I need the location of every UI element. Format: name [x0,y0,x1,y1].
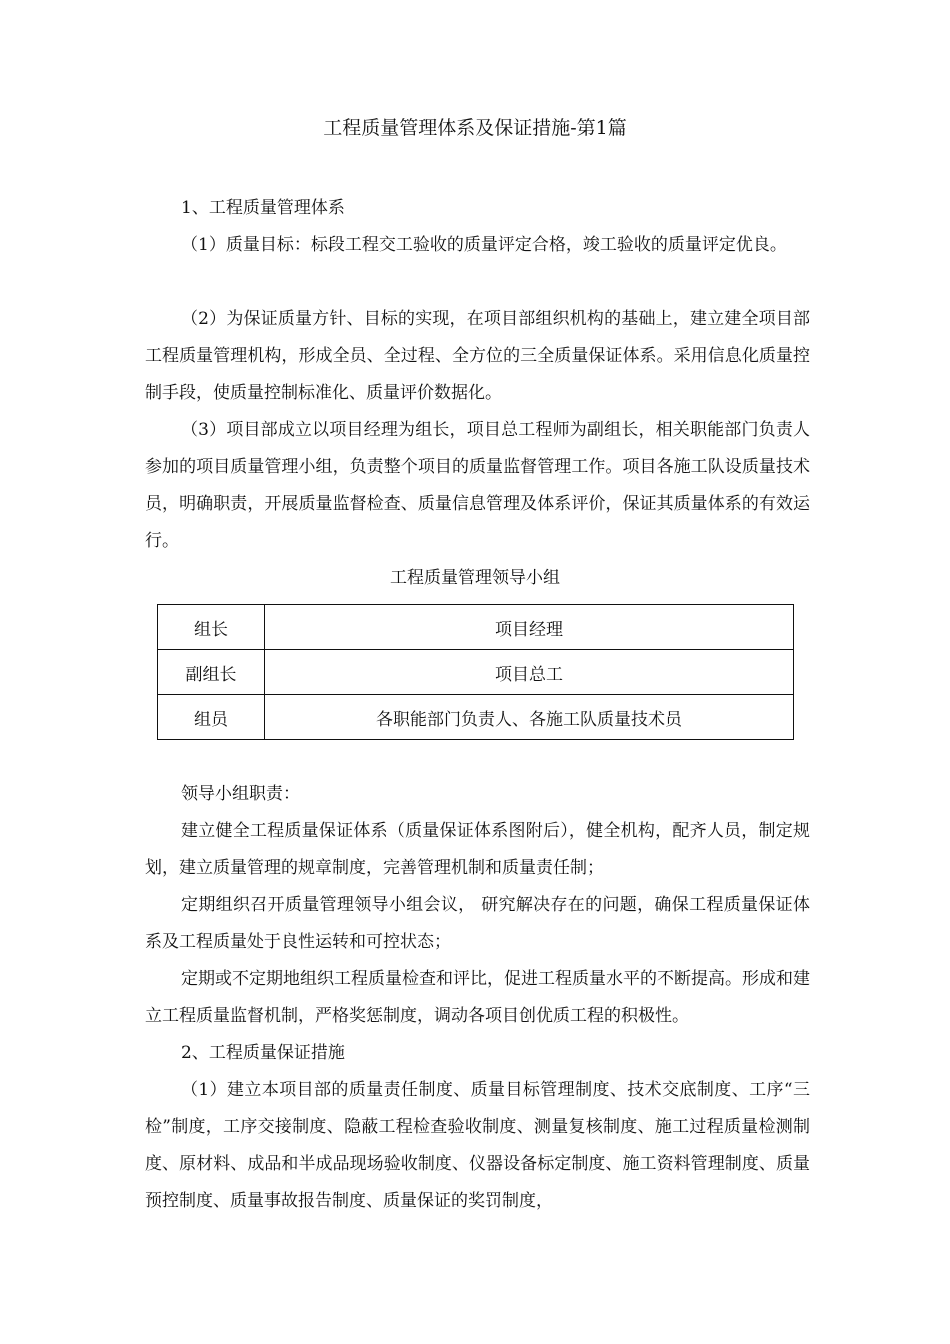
table-caption: 工程质量管理领导小组 [390,568,560,588]
role-cell: 副组长 [158,650,265,695]
table-row [158,695,794,740]
paragraph-quality-organization: （2）为保证质量方针、目标的实现，在项目部组织机构的基础上，建立建全项目部工程质量管理机构，形成全员、全过程、全方位的三全质量保证体系。采用信息化质量控制手段，使质量控制标准化、质量评价数据化。 [145,309,810,403]
section2-heading: 2、工程质量保证措施 [181,1043,345,1063]
member-cell: 项目经理 [265,605,794,650]
paragraph-quality-group: （3）项目部成立以项目经理为组长，项目总工程师为副组长，相关职能部门负责人参加的项目质量管理小组，负责整个项目的质量监督管理工作。项目各施工队设质量技术员，明确职责，开展质量监督检查、质量信息管理及体系评价，保证其质量体系的有效运行。 [145,420,810,551]
duty-paragraph-3: 定期或不定期地组织工程质量检查和评比，促进工程质量水平的不断提高。形成和建立工程质量监督机制，严格奖惩制度，调动各项目创优质工程的积极性。 [145,969,810,1026]
role-cell: 组员 [158,695,265,740]
paragraph-quality-target: （1）质量目标：标段工程交工验收的质量评定合格，竣工验收的质量评定优良。 [181,235,787,255]
leadership-group-table [157,604,794,740]
table-row [158,650,794,695]
member-cell: 项目总工 [265,650,794,695]
section1-heading: 1、工程质量管理体系 [181,198,345,218]
table-row [158,605,794,650]
section2-paragraph-1: （1）建立本项目部的质量责任制度、质量目标管理制度、技术交底制度、工序“三检”制度，工序交接制度、隐蔽工程检查验收制度、测量复核制度、施工过程质量检测制度、原材料、成品和半成品现场验收制度、仪器设备标定制度、施工资料管理制度、质量预控制度、质量事故报告制度、质量保证的奖罚制度， [145,1080,810,1211]
duties-heading: 领导小组职责： [181,784,300,804]
page-title: 工程质量管理体系及保证措施-第1篇 [323,117,627,139]
role-cell: 组长 [158,605,265,650]
duty-paragraph-2: 定期组织召开质量管理领导小组会议， 研究解决存在的问题，确保工程质量保证体系及工程质量处于良性运转和可控状态； [145,895,810,952]
member-cell: 各职能部门负责人、各施工队质量技术员 [265,695,794,740]
duty-paragraph-1: 建立健全工程质量保证体系（质量保证体系图附后），健全机构，配齐人员，制定规划，建立质量管理的规章制度，完善管理机制和质量责任制； [145,821,810,878]
